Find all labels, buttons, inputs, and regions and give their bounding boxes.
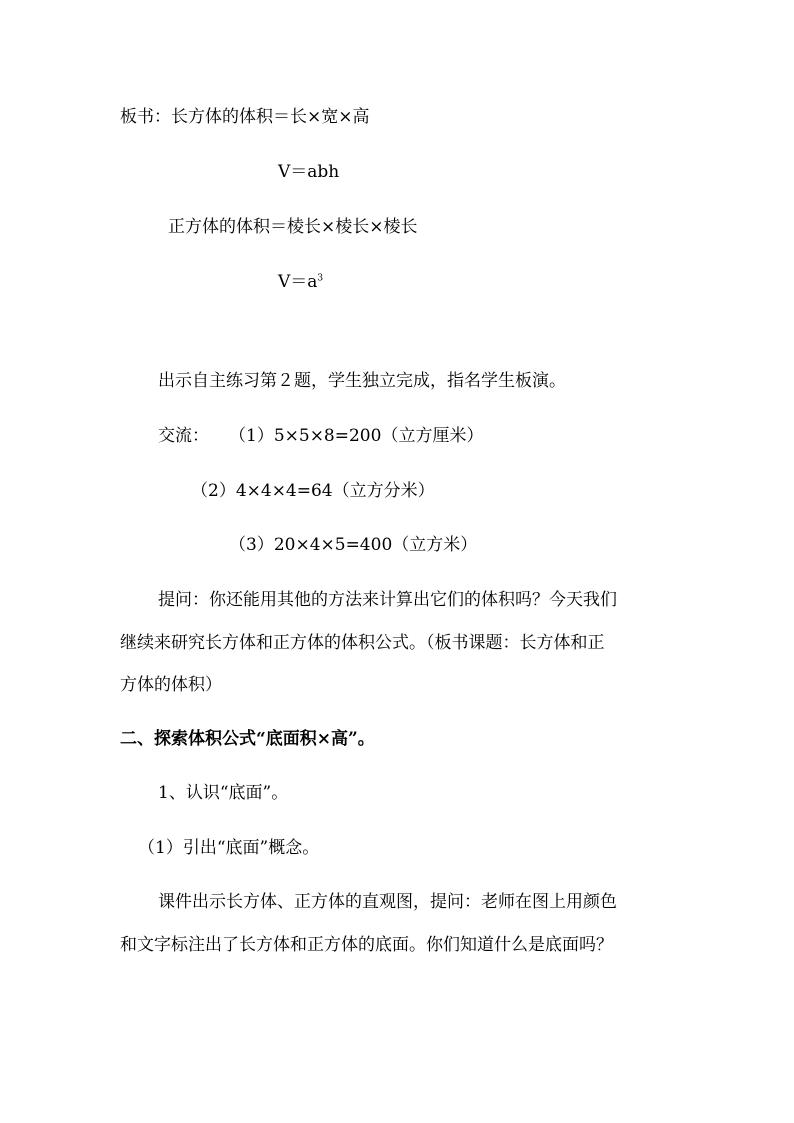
question-line-1: 提问：你还能用其他的方法来计算出它们的体积吗？今天我们	[158, 590, 617, 610]
item-1: 1、认识“底面”。	[158, 783, 289, 803]
cube-formula	[278, 271, 323, 293]
question-line-3: 方体的体积）	[120, 675, 222, 695]
cuboid-volume-line: 板书：长方体的体积＝长×宽×高	[120, 107, 370, 127]
section-heading: 二、探索体积公式“底面积×高”。	[120, 729, 375, 749]
cuboid-formula: V＝abh	[278, 162, 340, 182]
paragraph-line-1: 课件出示长方体、正方体的直观图，提问：老师在图上用颜色	[158, 892, 617, 912]
answer-1: （1）5×5×8=200（立方厘米）	[229, 426, 484, 446]
cube-formula-base: V＝a	[278, 272, 318, 292]
answer-3: （3）20×4×5=400（立方米）	[229, 535, 478, 555]
question-line-2: 继续来研究长方体和正方体的体积公式。（板书课题：长方体和正	[120, 633, 605, 653]
exchange-label: 交流：	[158, 426, 209, 446]
paragraph-line-2: 和文字标注出了长方体和正方体的底面。你们知道什么是底面吗？	[120, 935, 613, 955]
exchange-row	[158, 425, 483, 447]
cube-formula-exponent: 3	[317, 273, 324, 284]
sub-item-1: （1）引出“底面”概念。	[138, 838, 320, 858]
cube-volume-line: 正方体的体积＝棱长×棱长×棱长	[168, 217, 418, 237]
practice-intro: 出示自主练习第２题，学生独立完成，指名学生板演。	[158, 371, 566, 391]
answer-2: （2）4×4×4=64（立方分米）	[191, 481, 435, 501]
